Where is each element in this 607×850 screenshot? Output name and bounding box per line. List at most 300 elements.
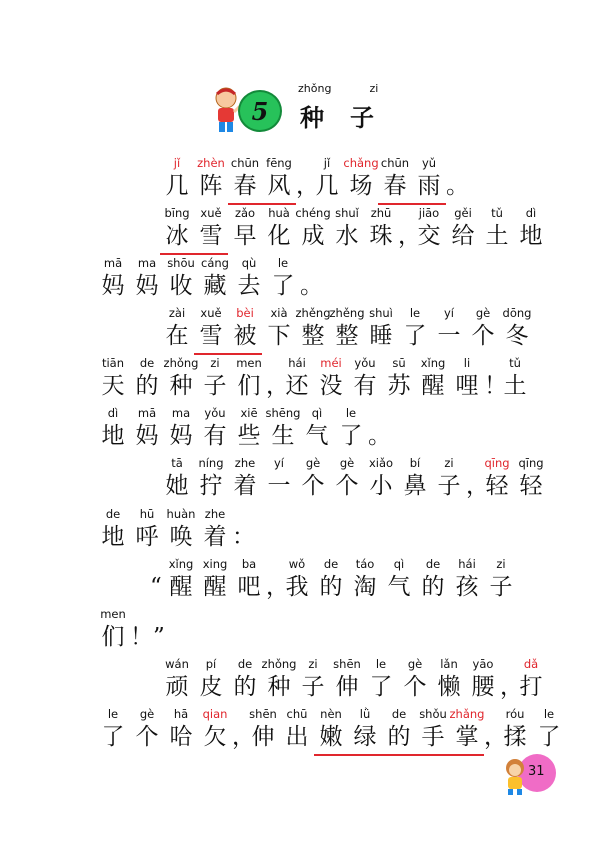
hanzi: 睡 — [369, 323, 393, 349]
punctuation: ， — [398, 223, 421, 249]
pinyin: le — [277, 256, 289, 270]
character-cell — [198, 355, 232, 401]
hanzi: 有 — [203, 423, 227, 449]
pinyin: shēn — [249, 707, 277, 721]
pinyin: zhǒng — [261, 657, 297, 671]
text-line — [160, 656, 548, 702]
character-cell — [416, 706, 450, 752]
pinyin: de — [391, 707, 407, 721]
character-cell — [466, 305, 500, 351]
character-cell — [398, 455, 432, 501]
character-cell — [484, 556, 518, 602]
hanzi: 成 — [301, 223, 325, 249]
pinyin: shōu — [167, 256, 195, 270]
hanzi: 雨 — [417, 173, 441, 199]
hanzi: 顽 — [165, 674, 189, 700]
pinyin: de — [323, 557, 339, 571]
pinyin: bèi — [236, 306, 254, 320]
pinyin: xiǎo — [368, 456, 394, 470]
pinyin: yǒu — [204, 406, 226, 420]
character-cell — [130, 405, 164, 451]
hanzi: 妈 — [135, 273, 159, 299]
character-cell — [364, 305, 398, 351]
text-line — [96, 355, 532, 401]
pinyin: xǐng — [168, 557, 194, 571]
hanzi: 水 — [335, 223, 359, 249]
hanzi: 嫩 — [319, 724, 343, 750]
character-cell — [314, 706, 348, 752]
pinyin: wán — [165, 657, 189, 671]
character-cell — [348, 556, 382, 602]
pinyin: tā — [171, 456, 183, 470]
hanzi: 她 — [165, 473, 189, 499]
pinyin: shuǐ — [335, 206, 359, 220]
hanzi: 在 — [165, 323, 189, 349]
pinyin: bīng — [164, 206, 190, 220]
pinyin: zhe — [204, 507, 226, 521]
character-cell — [416, 556, 450, 602]
character-cell — [130, 506, 164, 552]
text-line — [160, 155, 469, 201]
character-cell — [164, 405, 198, 451]
hanzi: 风 — [267, 173, 291, 199]
hanzi: 伸 — [335, 674, 359, 700]
page-number-badge — [500, 752, 560, 800]
character-cell — [514, 455, 548, 501]
character-cell — [228, 455, 262, 501]
hanzi: 交 — [417, 223, 441, 249]
character-cell — [266, 255, 300, 301]
hanzi: 化 — [267, 223, 291, 249]
character-cell — [432, 305, 466, 351]
pinyin: níng — [198, 456, 224, 470]
punctuation: 。 — [300, 273, 323, 299]
text-line — [150, 556, 518, 602]
character-cell — [198, 255, 232, 301]
character-cell — [296, 205, 330, 251]
pinyin: yāo — [472, 657, 494, 671]
character-cell — [364, 205, 398, 251]
character-cell — [330, 656, 364, 702]
hanzi: 们 — [237, 373, 261, 399]
pinyin: zhèn — [197, 156, 225, 170]
pinyin: chūn — [380, 156, 410, 170]
hanzi: 给 — [451, 223, 475, 249]
character-cell — [198, 405, 232, 451]
pinyin: le — [409, 306, 421, 320]
character-cell — [450, 706, 484, 752]
hanzi: 种 — [169, 373, 193, 399]
hanzi: 了 — [369, 674, 393, 700]
character-cell — [498, 706, 532, 752]
hanzi: 着 — [233, 473, 257, 499]
pinyin: zhe — [234, 456, 256, 470]
hanzi: 珠 — [369, 223, 393, 249]
hanzi: 有 — [353, 373, 377, 399]
character-cell — [130, 706, 164, 752]
pinyin: xiē — [240, 406, 258, 420]
hanzi: 手 — [421, 724, 445, 750]
pinyin: yǔ — [421, 156, 437, 170]
character-cell — [130, 355, 164, 401]
hanzi: 妈 — [135, 423, 159, 449]
character-cell — [262, 205, 296, 251]
monkey-mascot-icon — [500, 756, 530, 796]
pinyin: dì — [525, 206, 537, 220]
text-line — [96, 405, 391, 451]
character-cell — [514, 205, 548, 251]
character-cell — [500, 305, 534, 351]
pinyin: mā — [137, 406, 157, 420]
character-cell — [262, 305, 296, 351]
hanzi: 还 — [285, 373, 309, 399]
pinyin: zhǎng — [449, 707, 485, 721]
character-cell — [382, 706, 416, 752]
character-cell — [164, 506, 198, 552]
pinyin: de — [105, 507, 121, 521]
character-cell — [228, 656, 262, 702]
hanzi: 吧 — [237, 574, 261, 600]
character-cell — [194, 155, 228, 201]
pinyin: qīng — [518, 456, 544, 470]
hanzi: 腰 — [471, 674, 495, 700]
punctuation: ， — [466, 473, 489, 499]
hanzi: 冬 — [505, 323, 529, 349]
character-cell — [228, 155, 262, 201]
punctuation: ： — [232, 524, 255, 550]
pinyin: mā — [103, 256, 123, 270]
pinyin: zhǒng — [163, 356, 199, 370]
pinyin: gè — [475, 306, 491, 320]
hanzi: 鼻 — [403, 473, 427, 499]
pinyin: ma — [137, 256, 157, 270]
title-char-1: 种 — [300, 103, 324, 132]
hanzi: 春 — [233, 173, 257, 199]
character-cell — [382, 556, 416, 602]
hanzi: 唤 — [169, 524, 193, 550]
punctuation: “ — [150, 574, 162, 600]
character-cell — [96, 606, 130, 652]
punctuation: ， — [266, 373, 289, 399]
character-cell — [164, 556, 198, 602]
hanzi: 了 — [339, 423, 363, 449]
character-cell — [96, 355, 130, 401]
character-cell — [280, 706, 314, 752]
character-cell — [296, 455, 330, 501]
pinyin: xuě — [200, 206, 222, 220]
punctuation: ， — [266, 574, 289, 600]
hanzi: 雪 — [199, 323, 223, 349]
character-cell — [160, 205, 194, 251]
hanzi: 打 — [519, 674, 543, 700]
character-cell — [514, 656, 548, 702]
pinyin: hái — [288, 356, 306, 370]
hanzi: 收 — [169, 273, 193, 299]
pinyin: jǐ — [173, 156, 181, 170]
character-cell — [364, 455, 398, 501]
pinyin: de — [237, 657, 253, 671]
hanzi: 醒 — [169, 574, 193, 600]
hanzi: 绿 — [353, 724, 377, 750]
hanzi: 雪 — [199, 223, 223, 249]
hanzi: 掌 — [455, 724, 479, 750]
character-cell — [262, 656, 296, 702]
pinyin: le — [543, 707, 555, 721]
pinyin: qì — [311, 406, 323, 420]
hanzi: 欠 — [203, 724, 227, 750]
hanzi: 了 — [101, 724, 125, 750]
hanzi: 阵 — [199, 173, 223, 199]
hanzi: 整 — [335, 323, 359, 349]
pinyin: shuì — [369, 306, 393, 320]
hanzi: 冰 — [165, 223, 189, 249]
pinyin: de — [425, 557, 441, 571]
pinyin: shēn — [333, 657, 361, 671]
pinyin: zi — [210, 356, 220, 370]
hanzi: 出 — [285, 724, 309, 750]
pinyin: gè — [139, 707, 155, 721]
hanzi: 春 — [383, 173, 407, 199]
hanzi: 小 — [369, 473, 393, 499]
pinyin: qian — [202, 707, 228, 721]
pinyin: xing — [202, 557, 228, 571]
pinyin: zi — [496, 557, 506, 571]
character-cell — [246, 706, 280, 752]
punctuation: ！” — [130, 624, 165, 650]
pinyin: zhū — [370, 206, 392, 220]
hanzi: 生 — [271, 423, 295, 449]
hanzi: 了 — [271, 273, 295, 299]
pinyin: hā — [173, 707, 189, 721]
hanzi: 土 — [485, 223, 509, 249]
character-cell — [364, 656, 398, 702]
pinyin: ma — [171, 406, 191, 420]
text-line — [96, 255, 323, 301]
character-cell — [160, 155, 194, 201]
pinyin: wǒ — [288, 557, 306, 571]
character-cell — [266, 405, 300, 451]
character-cell — [480, 455, 514, 501]
pinyin: tǔ — [509, 356, 521, 370]
punctuation: ， — [484, 724, 507, 750]
hanzi: 伸 — [251, 724, 275, 750]
hanzi: 懒 — [437, 674, 461, 700]
pinyin: shǒu — [419, 707, 447, 721]
character-cell — [498, 355, 532, 401]
pinyin: huà — [268, 206, 290, 220]
character-cell — [480, 205, 514, 251]
pinyin: zhěng — [329, 306, 365, 320]
character-cell — [160, 656, 194, 702]
hanzi: 个 — [403, 674, 427, 700]
hanzi: 个 — [471, 323, 495, 349]
character-cell — [194, 205, 228, 251]
pinyin: lǎn — [440, 657, 458, 671]
pinyin: pí — [205, 657, 217, 671]
character-cell — [330, 455, 364, 501]
pinyin: nèn — [320, 707, 342, 721]
pinyin: de — [139, 356, 155, 370]
punctuation: 。 — [446, 173, 469, 199]
character-cell — [164, 706, 198, 752]
hanzi: 轻 — [485, 473, 509, 499]
pinyin: róu — [505, 707, 525, 721]
punctuation: ， — [296, 173, 319, 199]
character-cell — [348, 355, 382, 401]
character-cell — [198, 506, 232, 552]
pinyin: bí — [409, 456, 421, 470]
text-line — [96, 606, 165, 652]
hanzi: 几 — [165, 173, 189, 199]
hanzi: 没 — [319, 373, 343, 399]
character-cell — [532, 706, 566, 752]
title-char-2: 子 — [350, 103, 374, 132]
hanzi: 一 — [437, 323, 461, 349]
hanzi: 苏 — [387, 373, 411, 399]
pinyin: yí — [273, 456, 284, 470]
pinyin: xǐng — [420, 356, 446, 370]
hanzi: 醒 — [421, 373, 445, 399]
lesson-number: 5 — [251, 96, 269, 126]
character-cell — [96, 506, 130, 552]
character-cell — [412, 205, 446, 251]
character-cell — [96, 405, 130, 451]
pinyin: hū — [139, 507, 155, 521]
hanzi: 种 — [267, 674, 291, 700]
character-cell — [96, 255, 130, 301]
title-pinyin-2: zi — [369, 82, 379, 95]
pinyin: dì — [107, 406, 119, 420]
character-cell — [194, 656, 228, 702]
pinyin: ba — [241, 557, 257, 571]
pinyin: fēng — [266, 156, 292, 170]
character-cell — [466, 656, 500, 702]
character-cell — [232, 405, 266, 451]
hanzi: 几 — [315, 173, 339, 199]
hanzi: 场 — [349, 173, 373, 199]
character-cell — [416, 355, 450, 401]
pinyin: jiāo — [418, 206, 440, 220]
pinyin: le — [107, 707, 119, 721]
hanzi: 哈 — [169, 724, 193, 750]
pinyin: hái — [458, 557, 476, 571]
character-cell — [334, 405, 368, 451]
pinyin: chū — [286, 707, 308, 721]
character-cell — [198, 556, 232, 602]
pinyin: tǔ — [491, 206, 503, 220]
hanzi: 皮 — [199, 674, 223, 700]
character-cell — [300, 405, 334, 451]
hanzi: 子 — [489, 574, 513, 600]
lesson-number-badge — [238, 90, 282, 132]
hanzi: 子 — [301, 674, 325, 700]
character-cell — [450, 355, 484, 401]
hanzi: 我 — [285, 574, 309, 600]
pinyin: le — [345, 406, 357, 420]
character-cell — [262, 155, 296, 201]
character-cell — [228, 305, 262, 351]
character-cell — [130, 255, 164, 301]
pinyin: chǎng — [343, 156, 379, 170]
character-cell — [382, 355, 416, 401]
pinyin: tiān — [101, 356, 125, 370]
pinyin: xuě — [200, 306, 222, 320]
character-cell — [446, 205, 480, 251]
pinyin: lǜ — [359, 707, 371, 721]
hanzi: 气 — [305, 423, 329, 449]
pinyin: xià — [270, 306, 288, 320]
character-cell — [96, 706, 130, 752]
text-line — [96, 506, 255, 552]
hanzi: 地 — [519, 223, 543, 249]
text-line — [160, 305, 534, 351]
character-cell — [232, 255, 266, 301]
character-cell — [348, 706, 382, 752]
hanzi: 了 — [403, 323, 427, 349]
pinyin: zài — [168, 306, 186, 320]
character-cell — [330, 205, 364, 251]
text-line — [96, 706, 566, 752]
pinyin: gè — [407, 657, 423, 671]
hanzi: 些 — [237, 423, 261, 449]
hanzi: 早 — [233, 223, 257, 249]
pinyin: men — [236, 356, 262, 370]
hanzi: 地 — [101, 423, 125, 449]
punctuation: ， — [232, 724, 255, 750]
hanzi: 去 — [237, 273, 261, 299]
hanzi: 孩 — [455, 574, 479, 600]
character-cell — [296, 656, 330, 702]
text-line — [160, 455, 548, 501]
pinyin: li — [463, 356, 471, 370]
pinyin: dǎ — [523, 657, 539, 671]
pinyin: huàn — [166, 507, 196, 521]
pinyin: jǐ — [323, 156, 331, 170]
pinyin: le — [375, 657, 387, 671]
hanzi: 子 — [437, 473, 461, 499]
punctuation: 。 — [368, 423, 391, 449]
character-cell — [232, 355, 266, 401]
hanzi: 们 — [101, 624, 125, 650]
character-cell — [296, 305, 330, 351]
pinyin: yí — [443, 306, 454, 320]
title-text — [300, 98, 374, 133]
punctuation: ， — [500, 674, 523, 700]
character-cell — [398, 656, 432, 702]
new-word-underline — [314, 754, 484, 756]
pinyin: gè — [305, 456, 321, 470]
pinyin: cáng — [201, 256, 229, 270]
hanzi: 土 — [503, 373, 527, 399]
character-cell — [232, 556, 266, 602]
character-cell — [432, 455, 466, 501]
pinyin: qīng — [484, 456, 510, 470]
hanzi: 地 — [101, 524, 125, 550]
hanzi: 轻 — [519, 473, 543, 499]
character-cell — [160, 455, 194, 501]
character-cell — [262, 455, 296, 501]
hanzi: 个 — [301, 473, 325, 499]
hanzi: 天 — [101, 373, 125, 399]
character-cell — [280, 556, 314, 602]
pinyin: zǎo — [234, 206, 256, 220]
hanzi: 藏 — [203, 273, 227, 299]
character-cell — [344, 155, 378, 201]
hanzi: 哩 — [455, 373, 479, 399]
hanzi: 呼 — [135, 524, 159, 550]
text-line — [160, 205, 548, 251]
hanzi: 个 — [135, 724, 159, 750]
